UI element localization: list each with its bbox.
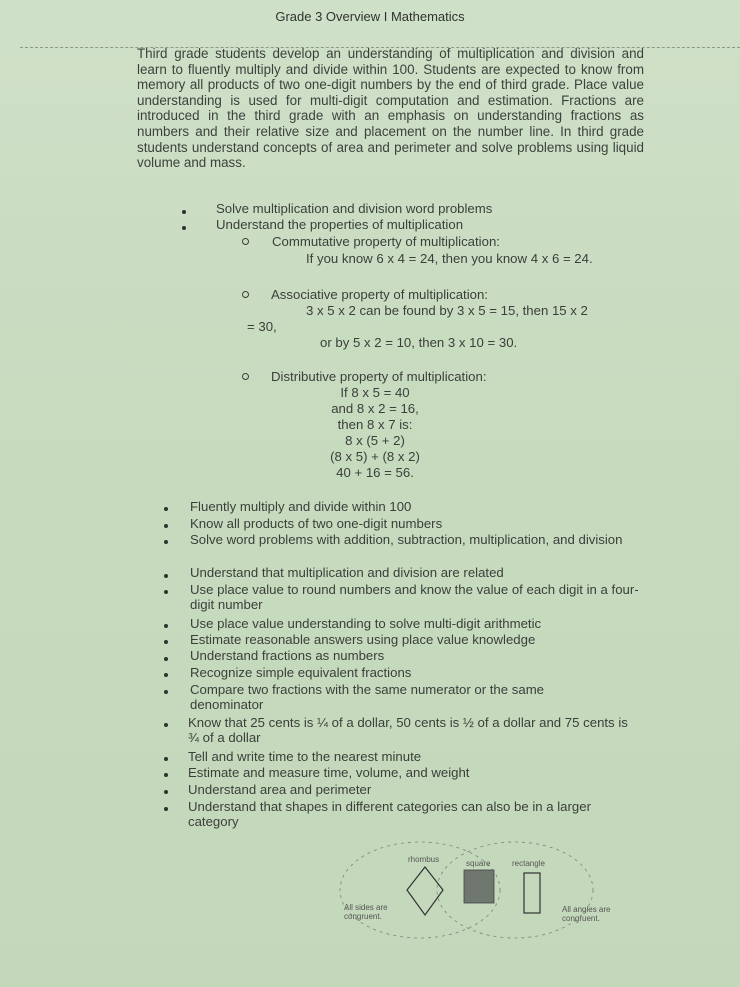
bullet-dot	[164, 690, 168, 694]
bullet-dot	[164, 640, 168, 644]
bullet-item: Use place value understanding to solve multi-digit arithmetic	[190, 616, 542, 631]
bullet-item: Recognize simple equivalent fractions	[190, 665, 412, 680]
associative-line-2: = 30,	[247, 319, 277, 334]
bullet-item: Estimate and measure time, volume, and weight	[188, 765, 470, 780]
page-title: Grade 3 Overview I Mathematics	[275, 9, 465, 24]
sub-bullet-circle	[242, 238, 249, 245]
bullet-dot	[164, 590, 168, 594]
bullet-item: Compare two fractions with the same numerator or the same denominator	[190, 682, 545, 712]
bullet-dot	[164, 657, 168, 661]
bullet-item: Tell and write time to the nearest minute	[188, 749, 422, 764]
distributive-line: and 8 x 2 = 16,	[331, 401, 419, 416]
bullet-dot	[182, 226, 186, 230]
bullet-item: Use place value to round numbers and know the value of each digit in a four-digit number	[190, 582, 639, 612]
bullet-dot	[164, 574, 168, 578]
bullet-item: Know all products of two one-digit numbers	[190, 516, 443, 531]
distributive-line: 8 x (5 + 2)	[345, 433, 405, 448]
bullet-item: Understand fractions as numbers	[190, 648, 385, 663]
rhombus-label: rhombus	[408, 855, 440, 864]
bullet-dot	[182, 210, 186, 214]
bullet-dot	[164, 773, 168, 777]
rhombus-shape	[407, 867, 443, 915]
commutative-example: If you know 6 x 4 = 24, then you know 4 x 6 = 24.	[306, 251, 593, 266]
distributive-line: If 8 x 5 = 40	[340, 385, 410, 400]
bullet-word-problems: Solve multiplication and division word problems	[216, 201, 493, 216]
bullet-dot	[164, 524, 168, 528]
bullet-item: Understand that multiplication and division are related	[190, 565, 504, 580]
bullet-item: Fluently multiply and divide within 100	[190, 499, 412, 514]
commutative-heading: Commutative property of multiplication:	[272, 234, 500, 249]
bullet-dot	[164, 624, 168, 628]
bullet-dot	[164, 540, 168, 544]
bullet-item: Solve word problems with addition, subtraction, multiplication, and division	[190, 532, 623, 547]
distributive-line: (8 x 5) + (8 x 2)	[330, 449, 420, 464]
bullet-dot	[164, 723, 168, 727]
bullet-dot	[164, 507, 168, 511]
distributive-line: 40 + 16 = 56.	[336, 465, 414, 480]
bullet-item: Know that 25 cents is ¼ of a dollar, 50 cents is ½ of a dollar and 75 cents is ¾ of a dollar	[188, 715, 628, 745]
bullet-dot	[164, 757, 168, 761]
bullet-dot	[164, 807, 168, 811]
rectangle-label: rectangle	[512, 859, 545, 868]
associative-line-1: 3 x 5 x 2 can be found by 3 x 5 = 15, then 15 x 2	[306, 303, 588, 318]
intro-paragraph: Third grade students develop an understanding of multiplication and division and learn to fluently multiply and divide within 100. Students are expected to know from memory all products of two one-digit numbers by the end of third grade. Place value understanding is used for multi-digit computation and estimation. Fractions are introduced in the third grade with an emphasis on understanding fractions as numbers and their relative size and placement on the number line. In third grade students understand concepts of area and perimeter and solve problems using liquid volume and mass.	[137, 46, 644, 171]
associative-heading: Associative property of multiplication:	[271, 287, 488, 302]
sub-bullet-circle	[242, 373, 249, 380]
sides-congruent-note: All sides are congruent.	[344, 903, 388, 921]
angles-congruent-note: All angles are congruent.	[562, 905, 611, 923]
square-shape	[464, 870, 494, 903]
quadrilateral-venn-diagram	[300, 835, 640, 985]
bullet-item: Understand area and perimeter	[188, 782, 372, 797]
associative-line-3: or by 5 x 2 = 10, then 3 x 10 = 30.	[320, 335, 518, 350]
rectangle-shape	[524, 873, 540, 913]
square-label: square	[466, 859, 491, 868]
distributive-line: then 8 x 7 is:	[337, 417, 413, 432]
sub-bullet-circle	[242, 291, 249, 298]
bullet-dot	[164, 790, 168, 794]
distributive-heading: Distributive property of multiplication:	[271, 369, 487, 384]
bullet-item: Estimate reasonable answers using place value knowledge	[190, 632, 536, 647]
bullet-dot	[164, 673, 168, 677]
bullet-item: Understand that shapes in different categories can also be in a larger category	[188, 799, 591, 829]
bullet-properties: Understand the properties of multiplication	[216, 217, 464, 232]
